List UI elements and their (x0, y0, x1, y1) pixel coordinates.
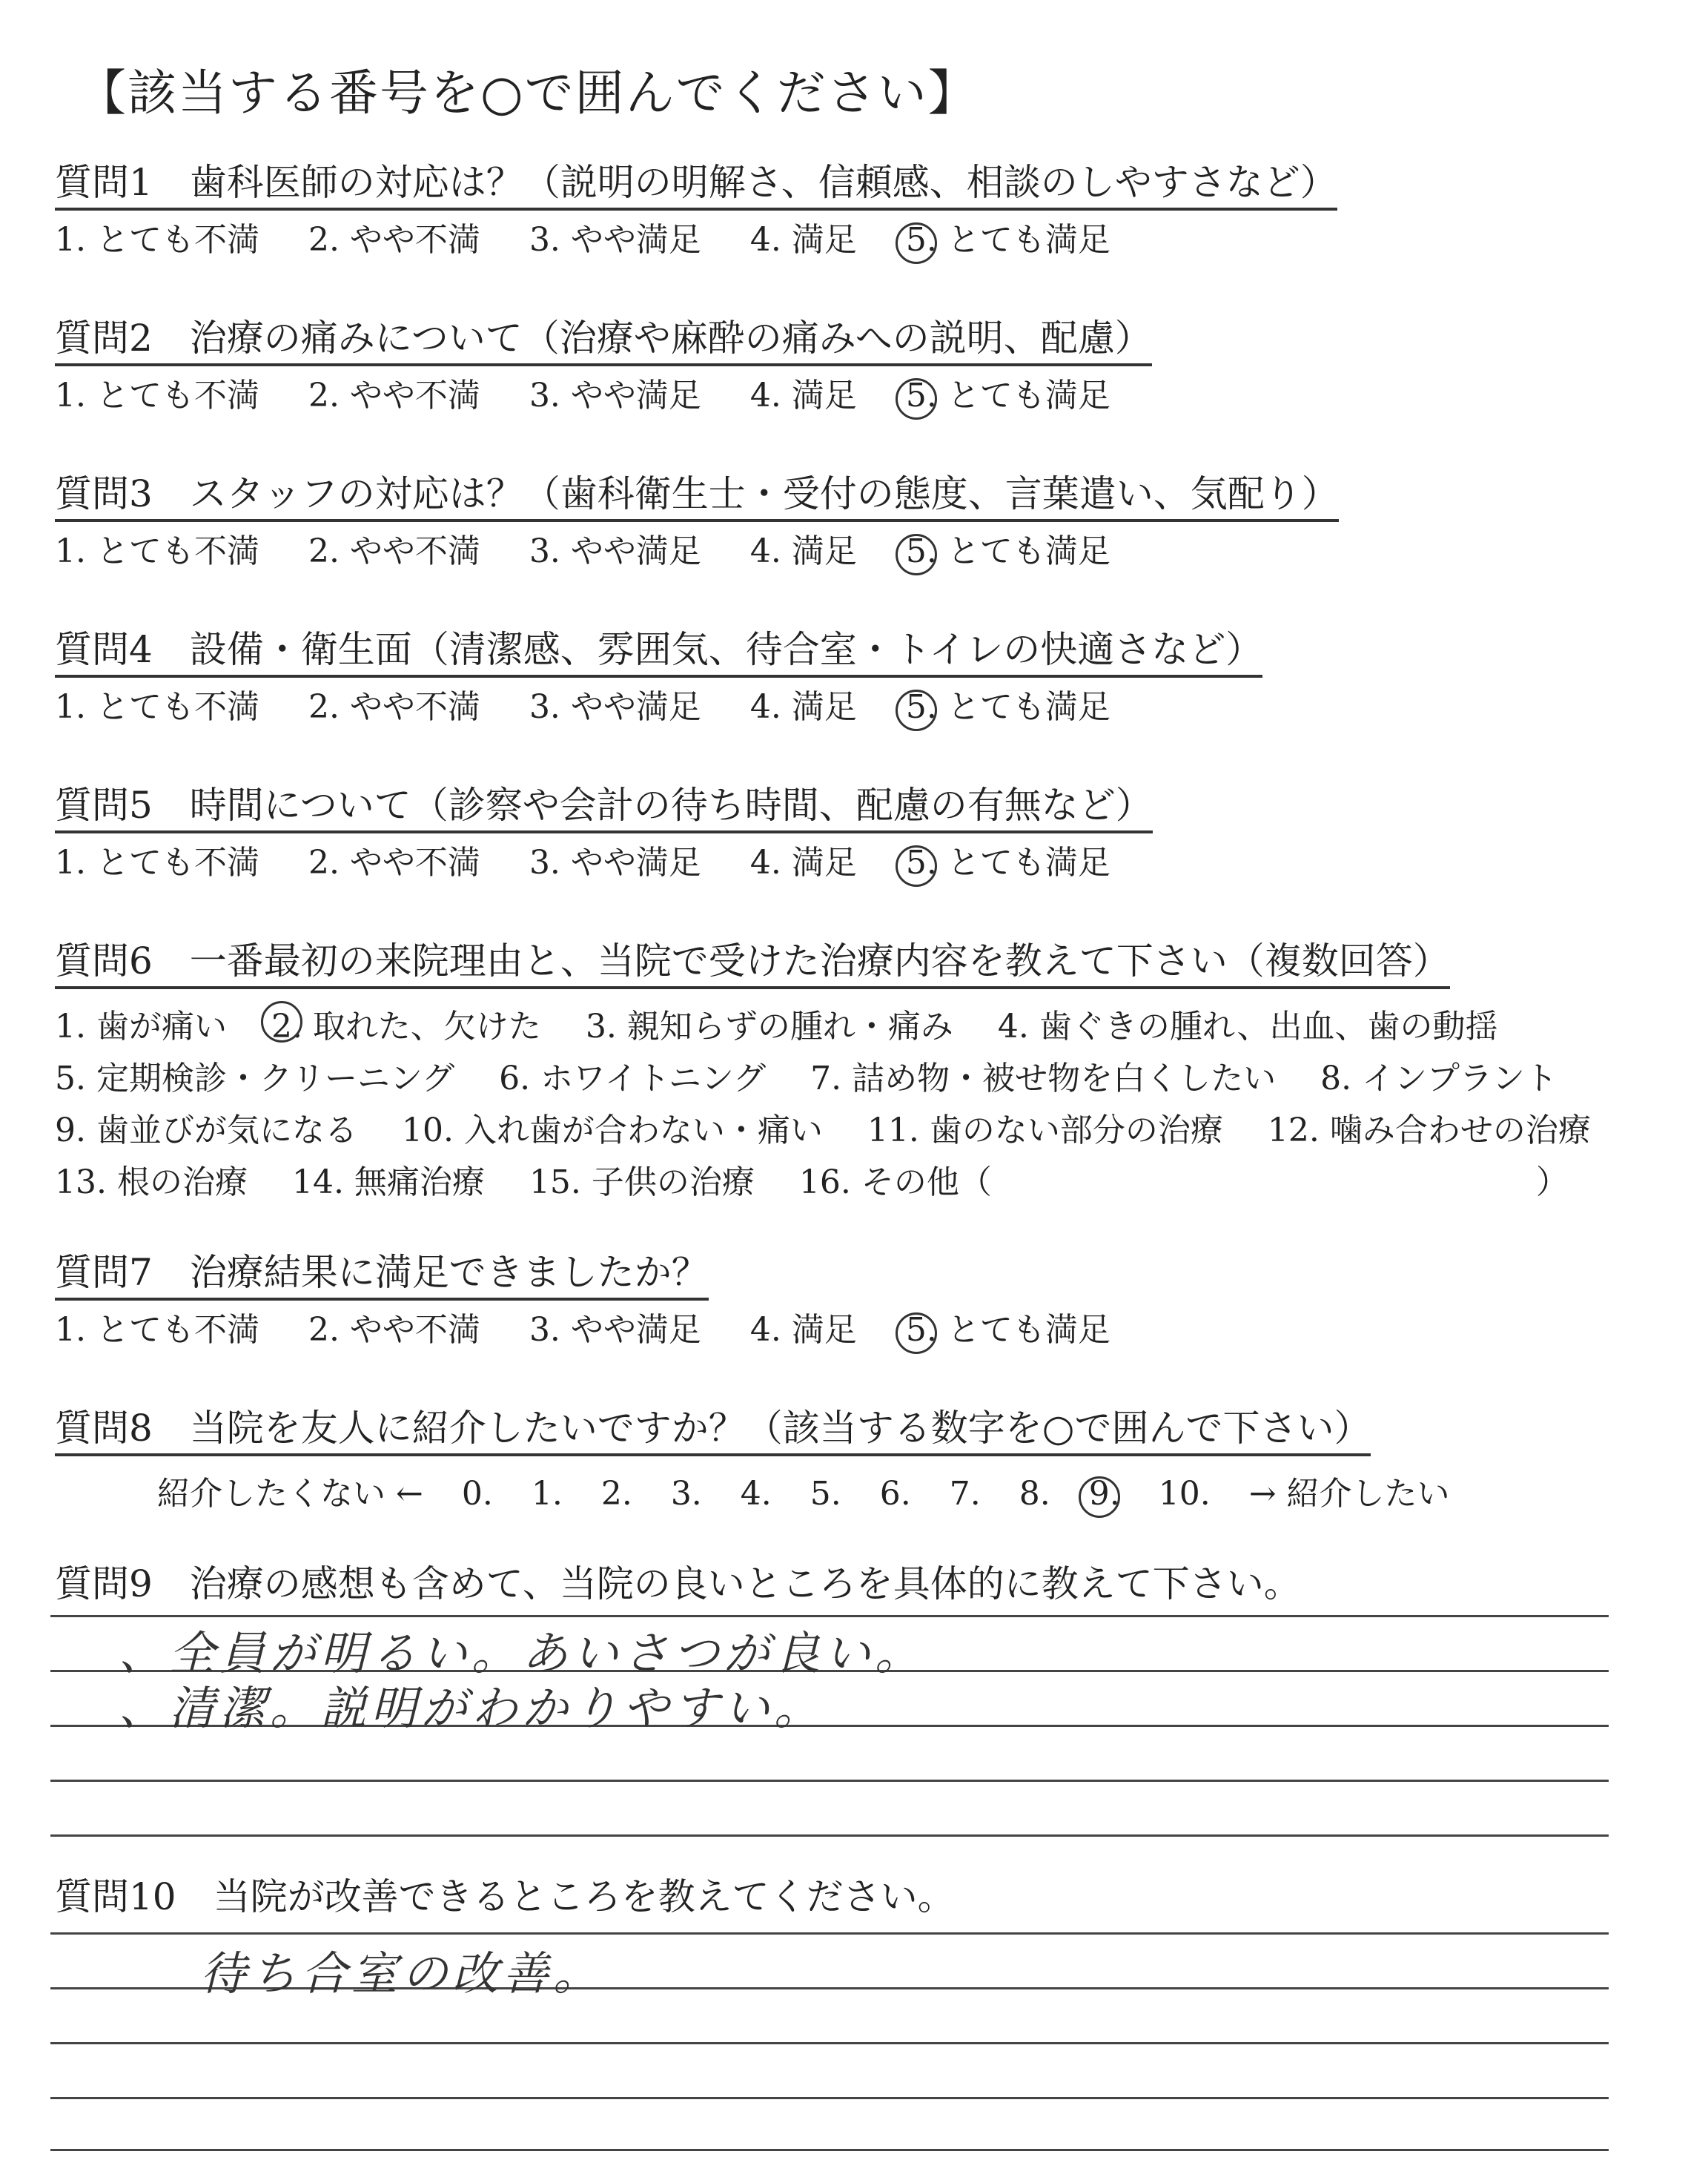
question-1: 質問1 歯科医師の対応は？（説明の明解さ、信頼感、相談のしやすさなど） (55, 162, 1337, 211)
q2-option-2[interactable]: 2. やや不満 (308, 377, 480, 415)
q3-option-1[interactable]: 1. とても不満 (55, 532, 259, 570)
q6-option-15[interactable]: 15. 子供の治療 (529, 1163, 755, 1201)
q1-option-4[interactable]: 4. 満足 (749, 221, 857, 259)
q6-option-9[interactable]: 9. 歯並びが気になる (55, 1112, 357, 1149)
selection-circle (1079, 1476, 1120, 1518)
q8-right-label: → 紹介したい (1248, 1475, 1450, 1513)
q2-option-5[interactable] (906, 377, 1110, 416)
q7-option-1[interactable]: 1. とても不満 (55, 1311, 259, 1349)
q1-option-5[interactable] (906, 221, 1110, 260)
q3-option-5[interactable] (906, 532, 1110, 572)
q8-option-6[interactable]: 6. (879, 1475, 911, 1513)
q1-option-5-label: 5. とても満足 (905, 221, 1110, 259)
q1-option-2[interactable]: 2. やや不満 (308, 221, 480, 259)
question-9: 質問9 治療の感想も含めて、当院の良いところを具体的に教えて下さい。 (55, 1562, 1301, 1605)
q7-option-4[interactable]: 4. 満足 (749, 1311, 857, 1349)
q7-option-5[interactable] (906, 1311, 1110, 1350)
selection-circle (896, 690, 937, 731)
q8-option-0[interactable]: 0. (461, 1475, 493, 1513)
page-title: 【該当する番号を○で囲んでください】 (77, 65, 979, 122)
q6-row-4 (55, 1155, 1603, 1203)
q9-answer-1[interactable]: 、全員が明るい。あいさつが良い。 (119, 1626, 926, 1680)
answer-line (50, 2097, 1609, 2099)
q6-option-11[interactable]: 11. 歯のない部分の治療 (867, 1112, 1223, 1149)
q5-option-4[interactable]: 4. 満足 (749, 844, 857, 882)
q4-option-5-label: 5. とても満足 (905, 688, 1110, 726)
q4-options (55, 688, 1149, 727)
q5-option-2[interactable]: 2. やや不満 (308, 844, 480, 882)
q1-option-1[interactable]: 1. とても不満 (55, 221, 259, 259)
q8-option-7[interactable]: 7. (949, 1475, 981, 1513)
question-10: 質問10 当院が改善できるところを教えてください。 (55, 1875, 955, 1918)
answer-line (50, 1780, 1609, 1782)
q3-option-2[interactable]: 2. やや不満 (308, 532, 480, 570)
q3-option-4[interactable]: 4. 満足 (749, 532, 857, 570)
q7-option-5-label: 5. とても満足 (905, 1311, 1110, 1349)
q8-option-8[interactable]: 8. (1019, 1475, 1050, 1513)
answer-line (50, 2042, 1609, 2044)
q7-options (55, 1311, 1149, 1350)
question-5: 質問5 時間について（診察や会計の待ち時間、配慮の有無など） (55, 785, 1153, 833)
q3-option-3[interactable]: 3. やや満足 (529, 532, 701, 570)
q1-options (55, 221, 1149, 260)
question-7: 質問7 治療結果に満足できましたか？ (55, 1252, 709, 1301)
answer-line (50, 1834, 1609, 1837)
q1-option-3[interactable]: 3. やや満足 (529, 221, 701, 259)
q6-row-1 (55, 1000, 1532, 1047)
selection-circle (896, 534, 937, 575)
q7-option-2[interactable]: 2. やや不満 (308, 1311, 480, 1349)
q8-left-label: 紹介したくない ← (157, 1475, 423, 1513)
q8-option-2[interactable]: 2. (600, 1475, 632, 1513)
q8-option-3[interactable]: 3. (670, 1475, 702, 1513)
question-3: 質問3 スタッフの対応は？（歯科衛生士・受付の態度、言葉遣い、気配り） (55, 473, 1339, 522)
q5-option-3[interactable]: 3. やや満足 (529, 844, 701, 882)
q6-option-7[interactable]: 7. 詰め物・被せ物を白くしたい (810, 1060, 1277, 1097)
q8-option-9[interactable] (1089, 1475, 1120, 1513)
q8-option-1[interactable]: 1. (531, 1475, 563, 1513)
q9-answer-2[interactable]: 、清潔。説明がわかりやすい。 (119, 1681, 825, 1735)
question-6: 質問6 一番最初の来院理由と、当院で受けた治療内容を教えて下さい（複数回答） (55, 940, 1450, 989)
q6-option-4[interactable]: 4. 歯ぐきの腫れ、出血、歯の動揺 (997, 1008, 1498, 1046)
q10-answer-1[interactable]: 待ち合室の改善。 (200, 1946, 604, 2001)
q2-option-3[interactable]: 3. やや満足 (529, 377, 701, 415)
selection-circle (896, 378, 937, 420)
selection-circle (896, 845, 937, 887)
q2-option-1[interactable]: 1. とても不満 (55, 377, 259, 415)
q6-other-close-paren: ） (1535, 1163, 1569, 1201)
q4-option-1[interactable]: 1. とても不満 (55, 688, 259, 726)
q4-option-5[interactable] (906, 688, 1110, 727)
q2-option-5-label: 5. とても満足 (905, 377, 1110, 415)
q5-option-5-label: 5. とても満足 (905, 844, 1110, 882)
q6-option-14[interactable]: 14. 無痛治療 (291, 1163, 485, 1201)
q3-options (55, 532, 1149, 572)
q6-option-16[interactable]: 16. その他（ (798, 1163, 992, 1201)
q8-option-10[interactable]: 10. (1158, 1475, 1211, 1513)
q8-option-4[interactable]: 4. (740, 1475, 772, 1513)
q5-option-5[interactable] (906, 844, 1110, 883)
q4-option-4[interactable]: 4. 満足 (749, 688, 857, 726)
q6-option-13[interactable]: 13. 根の治療 (55, 1163, 248, 1201)
q6-row-3 (55, 1103, 1625, 1151)
q4-option-3[interactable]: 3. やや満足 (529, 688, 701, 726)
q5-option-1[interactable]: 1. とても不満 (55, 844, 259, 882)
q6-option-3[interactable]: 3. 親知らずの腫れ・痛み (585, 1008, 953, 1046)
question-4: 質問4 設備・衛生面（清潔感、雰囲気、待合室・トイレの快適さなど） (55, 629, 1262, 678)
q6-option-5[interactable]: 5. 定期検診・クリーニング (55, 1060, 455, 1097)
q6-option-2[interactable] (271, 1000, 541, 1047)
answer-line (50, 1932, 1609, 1935)
question-8: 質問8 当院を友人に紹介したいですか？（該当する数字を○で囲んで下さい） (55, 1407, 1371, 1456)
q6-option-6[interactable]: 6. ホワイトニング (499, 1060, 767, 1097)
q5-options (55, 844, 1149, 883)
selection-circle (261, 1001, 302, 1043)
q8-option-9-label: 9. (1088, 1475, 1120, 1513)
q2-option-4[interactable]: 4. 満足 (749, 377, 857, 415)
q6-option-2-label: 2. 取れた、欠けた (271, 1008, 541, 1046)
q6-option-10[interactable]: 10. 入れ歯が合わない・痛い (401, 1112, 823, 1149)
q7-option-3[interactable]: 3. やや満足 (529, 1311, 701, 1349)
question-2: 質問2 治療の痛みについて（治療や麻酔の痛みへの説明、配慮） (55, 317, 1152, 366)
q8-option-5[interactable]: 5. (810, 1475, 841, 1513)
q4-option-2[interactable]: 2. やや不満 (308, 688, 480, 726)
q2-options (55, 377, 1149, 416)
q6-option-12[interactable]: 12. 噛み合わせの治療 (1267, 1112, 1591, 1149)
answer-line (50, 2149, 1609, 2151)
selection-circle (896, 222, 937, 264)
q8-scale (157, 1467, 1478, 1514)
selection-circle (896, 1312, 937, 1354)
q6-row-2 (55, 1051, 1592, 1099)
q6-option-8[interactable]: 8. インプラント (1320, 1060, 1558, 1097)
q3-option-5-label: 5. とても満足 (905, 532, 1110, 570)
q6-option-1[interactable]: 1. 歯が痛い (55, 1008, 227, 1046)
